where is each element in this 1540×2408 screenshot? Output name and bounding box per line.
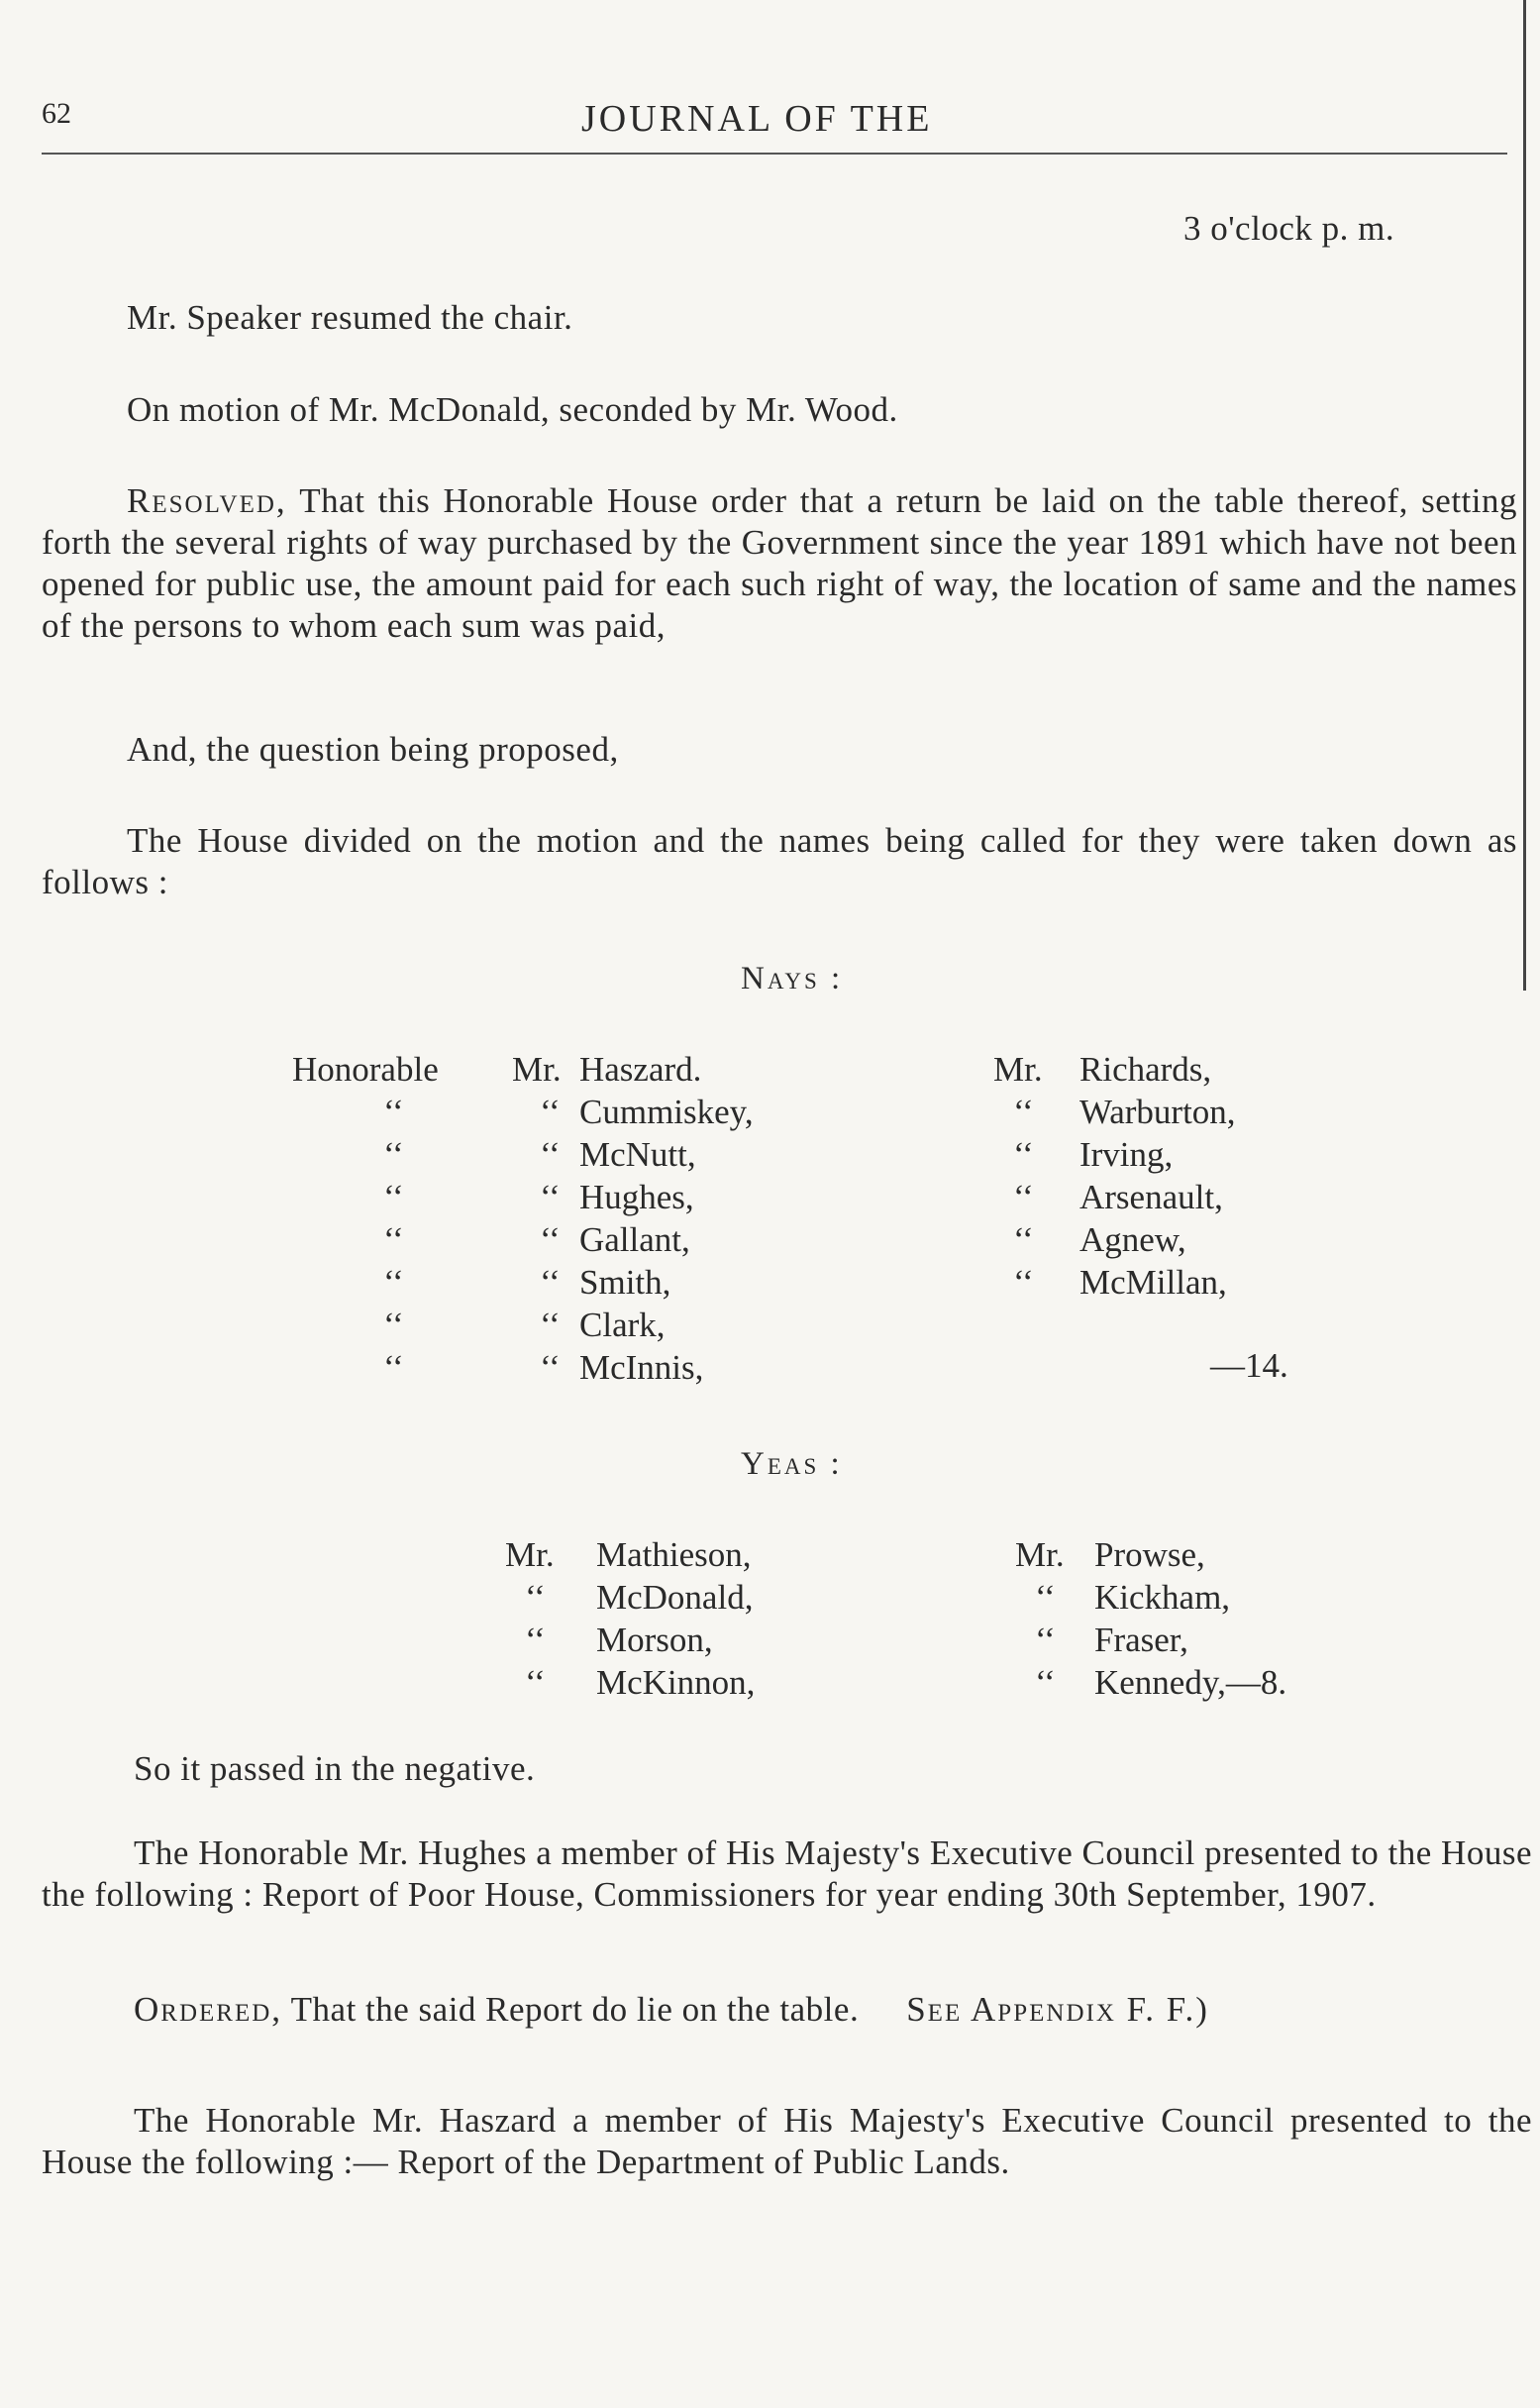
member-prefix: ‘‘ [1013,1220,1034,1259]
member-name: McInnis, [579,1348,704,1387]
ditto-mark: ‘‘ [383,1306,404,1344]
member-name: Mathieson, [596,1535,752,1574]
list-item [993,1261,1409,1304]
list-item [1015,1661,1431,1704]
member-name: McNutt, [579,1135,696,1174]
paragraph-haszard-report: The Honorable Mr. Haszard a member of His Majesty's Executive Council presented to the House the following :— Report of the Department of Public Lands. [42,2101,1532,2181]
list-item [292,1048,847,1091]
ordered-body: That the said Report do lie on the table. [282,1990,860,2029]
member-prefix: ‘‘ [540,1135,561,1174]
member-prefix: ‘‘ [1035,1621,1056,1659]
page-header [42,97,1507,147]
member-name: Hughes, [579,1178,694,1216]
paragraph-resolved [42,480,1517,647]
ditto-mark: ‘‘ [383,1135,404,1174]
list-item [993,1048,1409,1091]
page-number: 62 [42,97,71,130]
member-name: Gallant, [579,1220,690,1259]
member-name: Prowse, [1094,1535,1205,1574]
list-item [993,1176,1409,1218]
member-prefix: ‘‘ [1013,1093,1034,1131]
list-item [292,1091,847,1133]
member-name: Agnew, [1079,1220,1186,1259]
member-name: Cummiskey, [579,1093,754,1131]
list-item [993,1218,1409,1261]
member-prefix: ‘‘ [540,1093,561,1131]
member-name: Haszard. [579,1050,702,1089]
time-note: 3 o'clock p. m. [1183,209,1395,248]
header-rule [42,153,1507,155]
paragraph-ordered [134,1989,1540,2031]
member-name: Morson, [596,1621,713,1659]
member-name: McKinnon, [596,1663,756,1702]
list-item [1015,1576,1431,1619]
list-item [292,1218,847,1261]
member-prefix: ‘‘ [540,1348,561,1387]
appendix-reference: See Appendix F. F.) [906,1990,1209,2029]
member-prefix: ‘‘ [525,1578,546,1617]
member-prefix: ‘‘ [1035,1578,1056,1617]
member-name: McMillan, [1079,1263,1227,1302]
list-item [505,1576,901,1619]
member-name: Clark, [579,1306,666,1344]
list-item [1015,1619,1431,1661]
list-item [292,1304,847,1346]
yeas-heading: Yeas : [741,1446,843,1482]
member-name: Smith, [579,1263,671,1302]
ditto-mark: ‘‘ [383,1178,404,1216]
list-item [993,1091,1409,1133]
ditto-mark: ‘‘ [383,1263,404,1302]
member-name: Richards, [1079,1050,1212,1089]
list-item [292,1346,847,1389]
nays-heading: Nays : [741,961,844,996]
ordered-lead: Ordered, [134,1990,283,2029]
list-item [292,1176,847,1218]
member-name: Irving, [1079,1135,1174,1174]
page-edge-shadow [1523,0,1526,991]
member-prefix: ‘‘ [540,1306,561,1344]
paragraph-hughes-report: The Honorable Mr. Hughes a member of His Majesty's Executive Council presented to the House the following : Report of Poor House, Commissioners for year ending 30th September, 1907. [42,1833,1532,1914]
member-prefix: Mr. [1015,1535,1065,1574]
list-item [1015,1533,1431,1576]
member-name: McDonald, [596,1578,754,1617]
member-name: Arsenault, [1079,1178,1223,1216]
list-item [505,1661,901,1704]
list-item [292,1261,847,1304]
list-item [993,1133,1409,1176]
ditto-mark: ‘‘ [383,1220,404,1259]
member-prefix: Mr. [512,1050,562,1089]
list-item [292,1133,847,1176]
resolved-lead: Resolved, [127,481,287,520]
paragraph-question: And, the question being proposed, [127,730,619,769]
member-prefix: ‘‘ [1035,1663,1056,1702]
paragraph-divided: The House divided on the motion and the names being called for they were taken down as follows : [42,821,1517,901]
ditto-mark: ‘‘ [383,1093,404,1131]
member-prefix: Mr. [505,1535,555,1574]
nays-left-column [292,1048,847,1389]
member-prefix: Mr. [993,1050,1043,1089]
paragraph-speaker: Mr. Speaker resumed the chair. [127,298,573,337]
member-prefix: ‘‘ [1013,1178,1034,1216]
yeas-left-column [505,1533,901,1704]
paragraph-motion: On motion of Mr. McDonald, seconded by Mr. Wood. [127,390,898,429]
paragraph-negative: So it passed in the negative. [134,1749,536,1788]
member-name: Warburton, [1079,1093,1236,1131]
ditto-mark: ‘‘ [383,1348,404,1387]
running-head: JOURNAL OF THE [581,98,933,140]
member-prefix: ‘‘ [1013,1135,1034,1174]
list-item [505,1533,901,1576]
list-item [505,1619,901,1661]
member-prefix: ‘‘ [525,1621,546,1659]
nays-right-column [993,1048,1409,1304]
member-prefix: ‘‘ [540,1263,561,1302]
member-prefix: ‘‘ [525,1663,546,1702]
member-title: Honorable [292,1050,439,1089]
member-prefix: ‘‘ [540,1220,561,1259]
resolved-body: That this Honorable House order that a return be laid on the table thereof, setting forth the several rights of way purchased by the Government since the year 1891 which have not been opened for public use, the amount paid for each such right of way, the location of same and the names of the persons to whom each sum was paid, [42,481,1517,645]
member-name: Kennedy,—8. [1094,1663,1287,1702]
member-name: Fraser, [1094,1621,1188,1659]
member-prefix: ‘‘ [1013,1263,1034,1302]
member-prefix: ‘‘ [540,1178,561,1216]
member-name: Kickham, [1094,1578,1231,1617]
nays-total: —14. [1210,1346,1288,1385]
yeas-right-column [1015,1533,1431,1704]
